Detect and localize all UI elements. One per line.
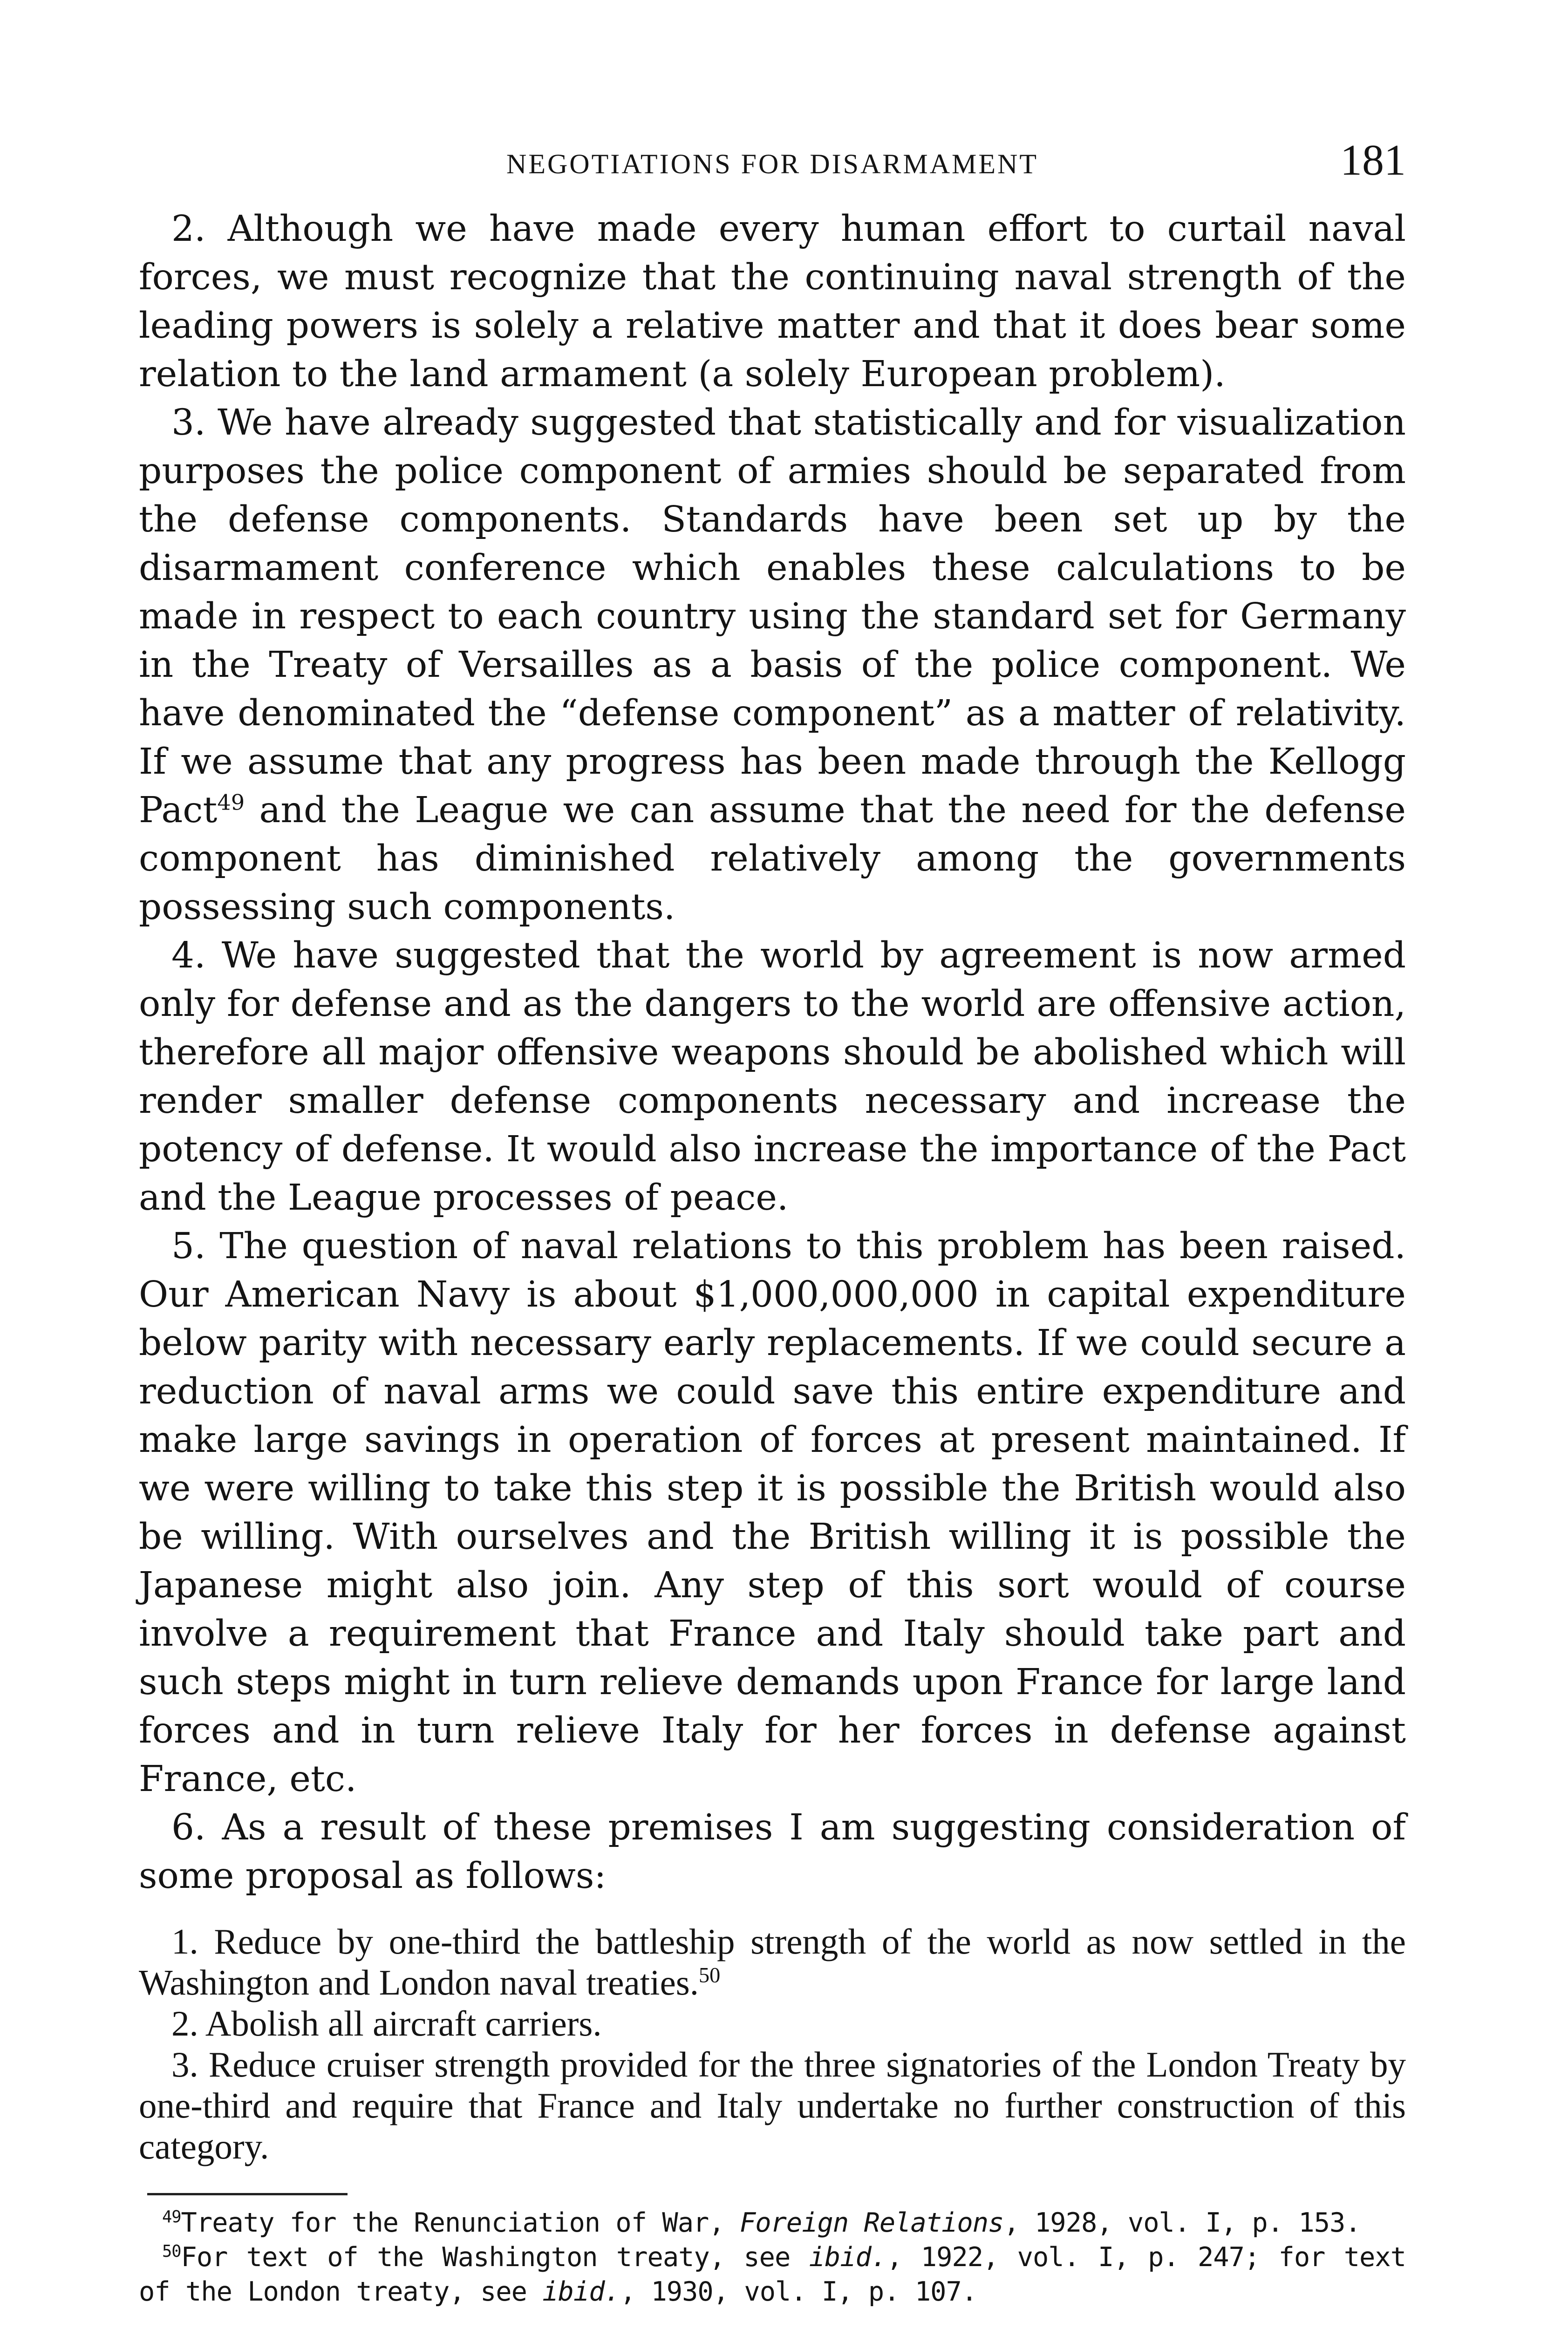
page-number: 181 bbox=[1340, 136, 1406, 184]
footnote-50 bbox=[139, 2240, 1406, 2309]
footnote-divider bbox=[147, 2193, 348, 2195]
book-page bbox=[139, 135, 1406, 2309]
proposal-item-2: 2. Abolish all aircraft carriers. bbox=[171, 2003, 602, 2043]
paragraph-3-text-b: and the League we can assume that the need for the defense component has diminished relatively among the governments possessing such components. bbox=[139, 790, 1406, 928]
proposal-item-1-text: 1. Reduce by one-third the battleship strength of the world as now settled in the Washington and London naval treaties. bbox=[139, 1921, 1406, 2002]
footnote-50-text-c: , 1930, vol. I, p. 107. bbox=[620, 2276, 977, 2307]
paragraph-5: 5. The question of naval relations to this problem has been raised. Our American Navy is about $1,000,000,000 in capital expenditure below parity with necessary early replacements. If we could secure a reduction of naval arms we could save this entire expenditure and make large savings in operation of forces at present maintained. If we were willing to take this step it is possible the British would also be willing. With ourselves and the British willing it is possible the Japanese might also join. Any step of this sort would of course involve a requirement that France and Italy should take part and such steps might in turn relieve demands upon France for large land forces and in turn relieve Italy for her forces in defense against France, etc. bbox=[139, 1226, 1406, 1800]
running-head: NEGOTIATIONS FOR DISARMAMENT bbox=[506, 149, 1039, 179]
footnote-49 bbox=[139, 2206, 1406, 2240]
body-text bbox=[139, 205, 1406, 1900]
footnote-ref-50[interactable]: 50 bbox=[698, 1963, 721, 1987]
paragraph-4: 4. We have suggested that the world by agreement is now armed only for defense and as the dangers to the world are offensive action, therefore all major offensive weapons should be abolished which will render smaller defense components necessary and increase the potency of defense. It would also increase the importance of the Pact and the League processes of peace. bbox=[139, 935, 1406, 1219]
page-header bbox=[139, 135, 1406, 186]
paragraph-2: 2. Although we have made every human effort to curtail naval forces, we must recognize that the continuing naval strength of the leading powers is solely a relative matter and that it does bear some relation to the land armament (a solely European problem). bbox=[139, 208, 1406, 395]
proposal-item-1 bbox=[139, 1921, 1406, 2003]
footnote-49-text-b: , 1928, vol. I, p. 153. bbox=[1003, 2207, 1361, 2238]
proposal-item-3: 3. Reduce cruiser strength provided for the three signatories of the London Treaty by one-third and require that France and Italy undertake no further construction of this category. bbox=[139, 2044, 1406, 2166]
paragraph-6: 6. As a result of these premises I am suggesting consideration of some proposal as follows: bbox=[139, 1807, 1406, 1897]
footnote-49-number: 49 bbox=[162, 2207, 181, 2227]
paragraph-3 bbox=[139, 399, 1406, 932]
footnote-49-source: Foreign Relations bbox=[739, 2207, 1004, 2238]
footnote-50-text-a: For text of the Washington treaty, see bbox=[181, 2242, 809, 2273]
footnote-50-text-b: , 1922, vol. I, p. 247; for text of the London treaty, see bbox=[139, 2242, 1406, 2307]
footnote-50-number: 50 bbox=[162, 2242, 181, 2261]
footnote-50-ibid-1: ibid. bbox=[809, 2242, 887, 2273]
footnote-49-text-a: Treaty for the Renunciation of War, bbox=[181, 2207, 740, 2238]
footnotes bbox=[139, 2206, 1406, 2309]
proposal-list bbox=[139, 1921, 1406, 2167]
footnote-50-ibid-2: ibid. bbox=[542, 2276, 620, 2307]
footnote-ref-49[interactable]: 49 bbox=[217, 790, 245, 815]
paragraph-3-text-a: 3. We have already suggested that statistically and for visualization purposes the police component of armies should be separated from the defense components. Standards have been set up by the disarmament conference which enables these calculations to be made in respect to each country using the standard set for Germany in the Treaty of Versailles as a basis of the police component. We have denominated the “defense component” as a matter of relativity. If we assume that any progress has been made through the Kellogg Pact bbox=[139, 402, 1406, 831]
